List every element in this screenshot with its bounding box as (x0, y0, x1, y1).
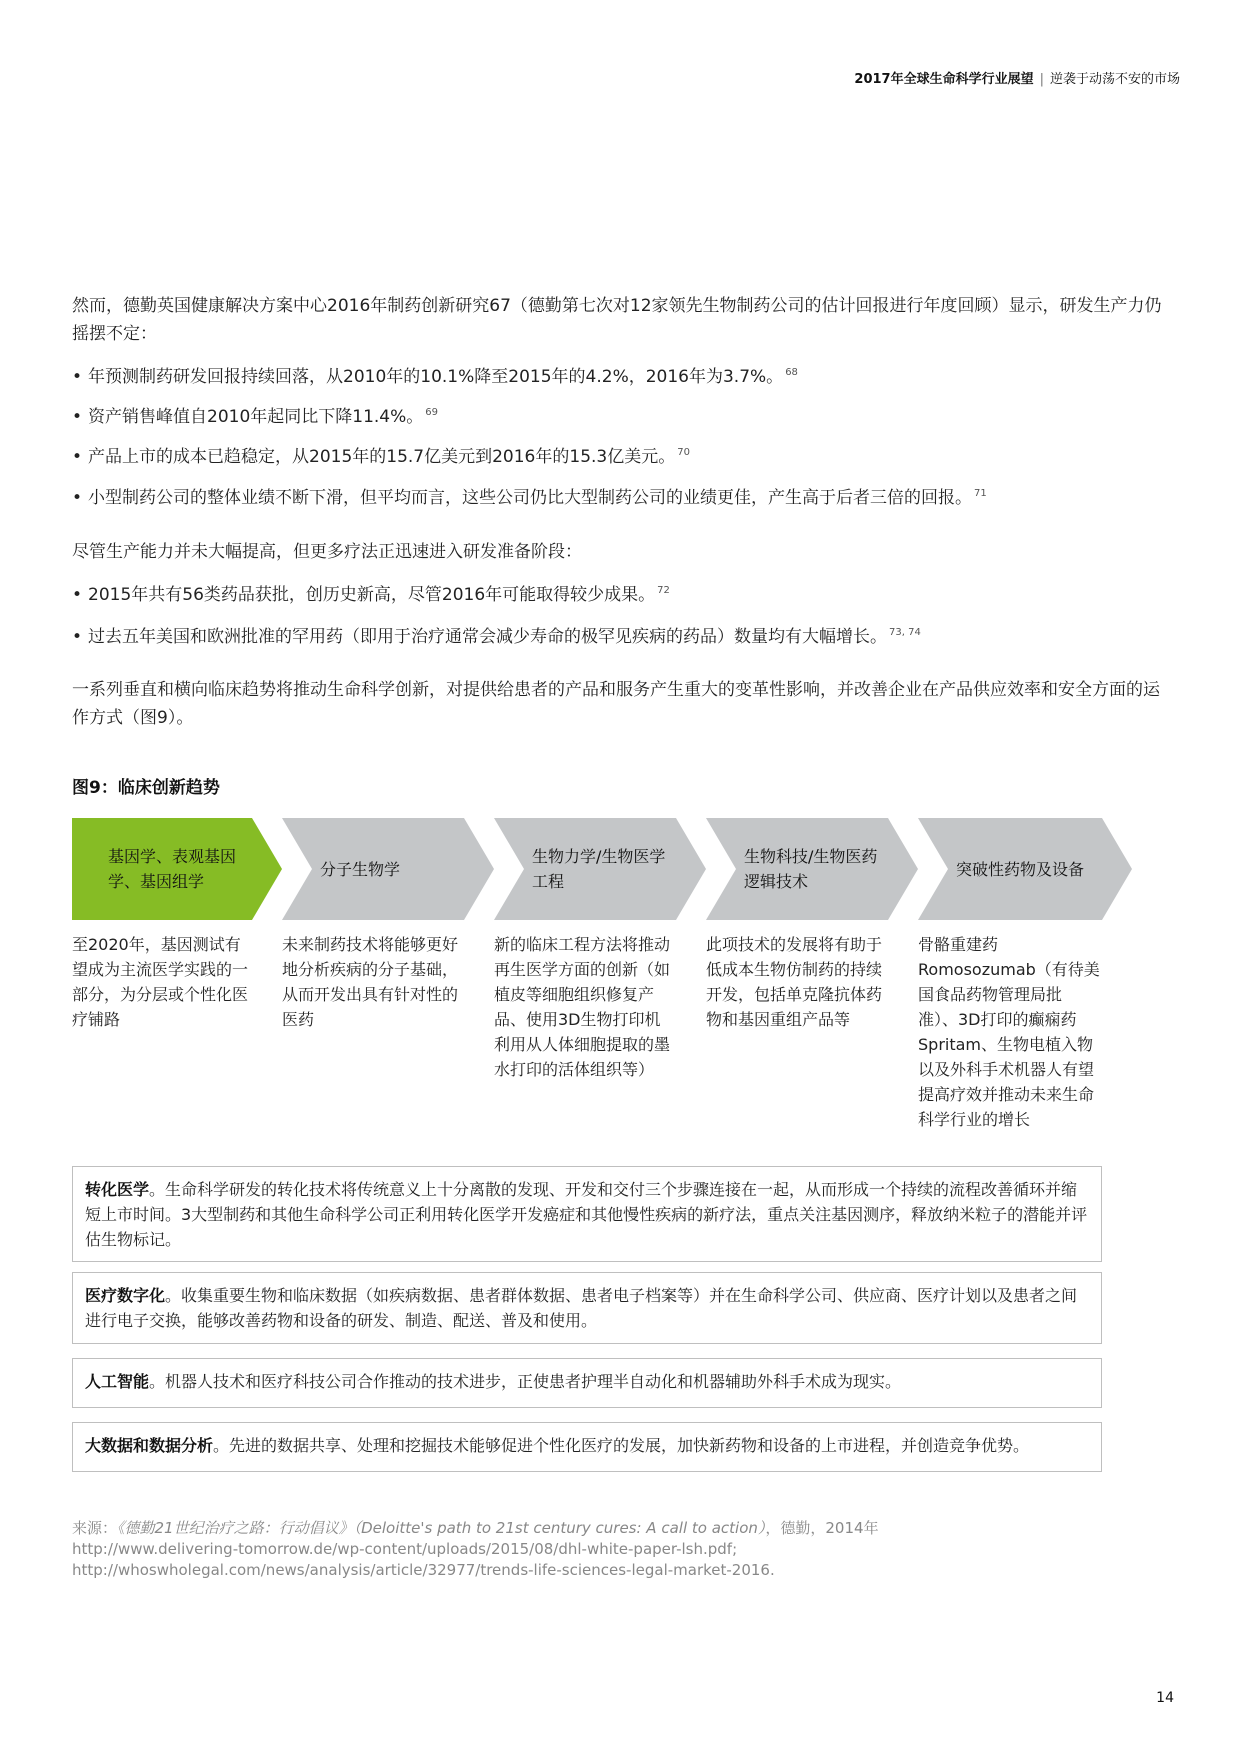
section3-paragraph: 一系列垂直和横向临床趋势将推动生命科学创新，对提供给患者的产品和服务产生重大的变革性影响，并改善企业在产品供应效率和安全方面的运作方式（图9）。 (72, 680, 1160, 728)
chevron-description: 新的临床工程方法将推动再生医学方面的创新（如植皮等细胞组织修复产品、使用3D生物打印机利用从人体细胞提取的墨水打印的活体组织等） (494, 935, 671, 1079)
bullet-text: 年预测制药研发回报持续回落，从2010年的10.1%降至2015年的4.2%，2016年为3.7%。 (88, 367, 784, 387)
bullet-dot: • (72, 585, 83, 605)
chevron-label: 生物力学/生物医学工程 (532, 847, 666, 891)
chevron-label: 生物科技/生物医药逻辑技术 (744, 847, 878, 891)
bullet-item (72, 360, 1172, 390)
bullet-item (72, 481, 1172, 511)
bullet-item (72, 400, 1172, 430)
bullet-dot: • (72, 627, 83, 647)
source-url-1: http://www.delivering-tomorrow.de/wp-content/uploads/2015/08/dhl-white-paper-lsh.pdf; (72, 1540, 738, 1558)
trend-text: 。生命科学研发的转化技术将传统意义上十分离散的发现、开发和交付三个步骤连接在一起，从而形成一个持续的流程改善循环并缩短上市时间。3大型制药和其他生命科学公司正利用转化医学开发癌症和其他慢性疾病的新疗法，重点关注基因测序，释放纳米粒子的潜能并评估生物标记。 (85, 1180, 1088, 1249)
bullet-dot: • (72, 407, 83, 427)
header-separator: | (1039, 72, 1044, 87)
trend-text: 。机器人技术和医疗科技公司合作推动的技术进步，正使患者护理半自动化和机器辅助外科手术成为现实。 (149, 1372, 902, 1391)
header-subtitle: 逆袭于动荡不安的市场 (1049, 72, 1180, 87)
bullet-text: 过去五年美国和欧洲批准的罕用药（即用于治疗通常会减少寿命的极罕见疾病的药品）数量均有大幅增长。 (88, 627, 887, 647)
trend-term: 医疗数字化 (85, 1286, 166, 1305)
chevron-description: 此项技术的发展将有助于低成本生物仿制药的持续开发，包括单克隆抗体药物和基因重组产品等 (706, 935, 883, 1029)
bullet-item (72, 578, 1172, 608)
footnote-ref: 68 (785, 367, 798, 378)
page-number: 14 (1156, 1690, 1174, 1706)
chevron-flow (72, 818, 1132, 920)
trend-term: 人工智能 (85, 1372, 150, 1391)
bullet-dot: • (72, 367, 83, 387)
bullet-text: 资产销售峰值自2010年起同比下降11.4%。 (88, 407, 424, 427)
trend-term: 大数据和数据分析 (85, 1436, 214, 1455)
footnote-ref: 71 (974, 488, 987, 499)
chevron-label: 突破性药物及设备 (956, 859, 1085, 879)
footnote-ref: 73, 74 (889, 627, 921, 638)
running-header (854, 68, 1180, 87)
figure-title: 图9：临床创新趋势 (72, 778, 220, 798)
section2-paragraph: 尽管生产能力并未大幅提高，但更多疗法正迅速进入研发准备阶段： (72, 542, 582, 562)
chevron-label: 基因学、表观基因学、基因组学 (108, 847, 237, 891)
bullet-dot: • (72, 447, 83, 467)
bullet-item (72, 440, 1172, 470)
footnote-ref: 69 (425, 407, 439, 418)
intro-paragraph: 然而，德勤英国健康解决方案中心2016年制药创新研究67（德勤第七次对12家领先生物制药公司的估计回报进行年度回顾）显示，研发生产力仍摇摆不定： (72, 296, 1162, 344)
source-note (72, 1518, 1172, 1581)
chevron-label: 分子生物学 (320, 859, 401, 879)
bullet-text: 2015年共有56类药品获批，创历史新高，尽管2016年可能取得较少成果。 (88, 585, 656, 605)
trend-text: 。收集重要生物和临床数据（如疾病数据、患者群体数据、患者电子档案等）并在生命科学公司、供应商、医疗计划以及患者之间进行电子交换，能够改善药物和设备的研发、制造、配送、普及和使用。 (85, 1286, 1078, 1330)
header-title: 2017年全球生命科学行业展望 (854, 72, 1034, 87)
source-title: 《德勤21世纪治疗之路：行动倡议》（Deloitte's path to 21st century cures: A call to action） (117, 1519, 766, 1537)
footnote-ref: 72 (657, 585, 670, 596)
chevron-description: 骨骼重建药Romosozumab（有待美国食品药物管理局批准）、3D打印的癫痫药Spritam、生物电植入物以及外科手术机器人有望提高疗效并推动未来生命科学行业的增长 (918, 935, 1100, 1129)
chevron-description: 至2020年，基因测试有望成为主流医学实践的一部分，为分层或个性化医疗铺路 (72, 935, 249, 1029)
trend-box-big-data (72, 1422, 1102, 1472)
trend-box-digital-health (72, 1272, 1102, 1344)
footnote-ref: 70 (677, 447, 690, 458)
trend-text: 。先进的数据共享、处理和挖掘技术能够促进个性化医疗的发展，加快新药物和设备的上市进程，并创造竞争优势。 (213, 1436, 1030, 1455)
bullet-text: 小型制药公司的整体业绩不断下滑，但平均而言，这些公司仍比大型制药公司的业绩更佳，产生高于后者三倍的回报。 (88, 488, 972, 508)
bullet-item (72, 620, 1172, 650)
source-suffix: ，德勤，2014年 (765, 1519, 879, 1537)
source-citation (72, 1518, 1172, 1539)
bullet-text: 产品上市的成本已趋稳定，从2015年的15.7亿美元到2016年的15.3亿美元。 (88, 447, 676, 467)
source-url-2: http://whoswholegal.com/news/analysis/article/32977/trends-life-sciences-legal-market-2016. (72, 1561, 775, 1579)
trend-box-ai (72, 1358, 1102, 1408)
chevron-description: 未来制药技术将能够更好地分析疾病的分子基础，从而开发出具有针对性的医药 (282, 935, 459, 1029)
bullet-dot: • (72, 488, 83, 508)
trend-term: 转化医学 (85, 1180, 150, 1199)
trend-box-translational-medicine (72, 1166, 1102, 1262)
source-prefix: 来源： (72, 1519, 118, 1537)
